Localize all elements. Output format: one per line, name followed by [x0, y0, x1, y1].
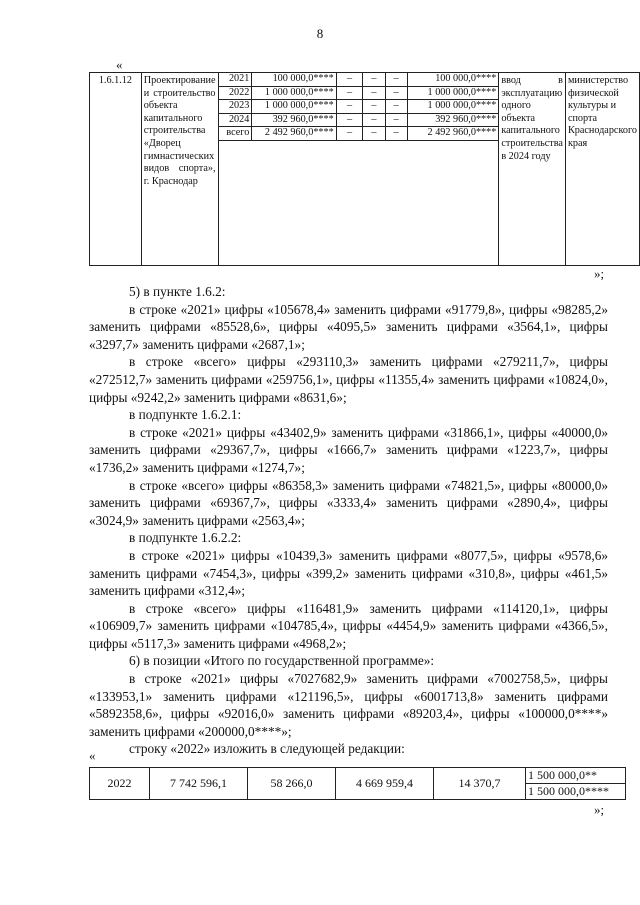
program-measures-table — [89, 72, 640, 266]
federal: – — [336, 73, 363, 86]
regional: – — [363, 86, 385, 100]
federal: – — [336, 113, 363, 127]
other-sources: 392 960,0**** — [407, 113, 498, 127]
federal: – — [336, 100, 363, 114]
opening-quote: « — [116, 57, 123, 72]
local: 14 370,7 — [434, 768, 526, 800]
measure-name: Проектирование и строительство объекта капитального строительства «Дворец гимнастических видов спорта», г. Краснодар — [141, 73, 218, 266]
paragraph: 5) в пункте 1.6.2: — [129, 284, 226, 299]
other-sources: 1 500 000,0** — [526, 768, 626, 784]
funding-row — [219, 113, 499, 127]
year: 2022 — [219, 86, 252, 100]
funding-row — [219, 73, 499, 86]
regional: – — [363, 113, 385, 127]
opening-quote: « — [89, 748, 96, 763]
paragraph: в строке «всего» цифры «116481,9» заменить цифрами «114120,1», цифры «106909,7» заменить цифрами «104785,4», цифры «4454,9» заменить цифрами «4366,5», цифры «5117,3» заменить цифрами «4968,2»; — [89, 600, 608, 651]
expected-result: ввод в эксплуатацию одного объекта капитального строительства в 2024 году — [499, 73, 566, 266]
regional: – — [363, 100, 385, 114]
paragraph: в подпункте 1.6.2.2: — [129, 530, 242, 546]
year: 2021 — [219, 73, 252, 86]
measure-number: 1.6.1.12 — [90, 73, 142, 266]
year: всего — [219, 127, 252, 141]
year: 2023 — [219, 100, 252, 114]
closing-quote: »; — [594, 266, 605, 281]
funding-cell — [218, 73, 499, 266]
regional: – — [363, 73, 385, 86]
year: 2022 — [90, 768, 150, 800]
other-sources: 1 000 000,0**** — [407, 100, 498, 114]
amendment-text — [89, 283, 608, 758]
federal: – — [336, 127, 363, 141]
local: – — [385, 86, 407, 100]
paragraph: в строке «2021» цифры «7027682,9» заменить цифрами «7002758,5», цифры «133953,1» заменить цифрами «121196,5», цифры «6001713,8» заменить цифрами «5892358,6», цифры «92016,0» заменить цифрами «89203,4», цифры «100000,0****» заменить цифрами «200000,0****»; — [89, 671, 608, 739]
total: 2 492 960,0**** — [252, 127, 336, 141]
total-row-2022 — [90, 768, 626, 784]
other-sources: 1 500 000,0**** — [526, 784, 626, 800]
page-number: 8 — [316, 26, 324, 41]
local: – — [385, 127, 407, 141]
paragraph: в строке «2021» цифры «105678,4» заменить цифрами «91779,8», цифры «98285,2» заменить цифрами «85528,6», цифры «4095,5» заменить цифрами «3564,1», цифры «3297,7» заменить цифрами «2687,1»; — [89, 301, 608, 352]
local: – — [385, 100, 407, 114]
paragraph: в строке «2021» цифры «43402,9» заменить цифрами «31866,1», цифры «40000,0» заменить цифрами «29367,7», цифры «1666,7» заменить цифрами «1223,7», цифры «1736,2» заменить цифрами «1274,7»; — [89, 424, 608, 475]
federal: – — [336, 86, 363, 100]
paragraph: в строке «2021» цифры «10439,3» заменить цифрами «8077,5», цифры «9578,6» заменить цифрами «7454,3», цифры «399,2» заменить цифрами «310,8», цифры «461,5» заменить цифрами «312,4»; — [89, 547, 608, 599]
paragraph: в строке «всего» цифры «86358,3» заменить цифрами «74821,5», цифры «80000,0» заменить цифрами «69367,7», цифры «3333,4» заменить цифрами «2890,4», цифры «3024,9» заменить цифрами «2563,4»; — [89, 477, 608, 528]
program-total-row-table — [89, 767, 626, 800]
funding-row — [219, 86, 499, 100]
paragraph: в подпункте 1.6.2.1: — [129, 407, 242, 423]
closing-quote: »; — [594, 802, 605, 817]
funding-years-table — [219, 73, 499, 141]
total: 7 742 596,1 — [150, 768, 248, 800]
total: 1 000 000,0**** — [252, 86, 336, 100]
regional: 4 669 959,4 — [336, 768, 434, 800]
regional: – — [363, 127, 385, 141]
funding-row — [219, 100, 499, 114]
other-sources: 1 000 000,0**** — [407, 86, 498, 100]
total: 1 000 000,0**** — [252, 100, 336, 114]
responsible-executor: министерство физической культуры и спорта Краснодарского края — [565, 73, 639, 266]
funding-row-total — [219, 127, 499, 141]
total: 392 960,0**** — [252, 113, 336, 127]
other-sources: 2 492 960,0**** — [407, 127, 498, 141]
year: 2024 — [219, 113, 252, 127]
local: – — [385, 73, 407, 86]
paragraph: 6) в позиции «Итого по государственной программе»: — [129, 653, 435, 669]
federal: 58 266,0 — [248, 768, 336, 800]
other-sources: 100 000,0**** — [407, 73, 498, 86]
paragraph: в строке «всего» цифры «293110,3» заменить цифрами «279211,7», цифры «272512,7» заменить цифрами «259756,1», цифры «11355,4» заменить цифрами «10824,0», цифры «9242,2» заменить цифрами «8631,6»; — [89, 354, 608, 405]
local: – — [385, 113, 407, 127]
total: 100 000,0**** — [252, 73, 336, 86]
paragraph: строку «2022» изложить в следующей редакции: — [129, 741, 405, 757]
